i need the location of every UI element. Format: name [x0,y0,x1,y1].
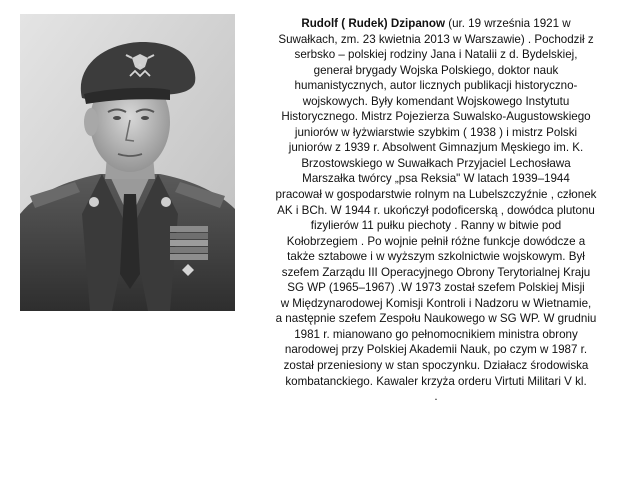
bio-line: humanistycznych, autor licznych publikacji historyczno- [294,79,578,93]
bio-line: Suwałkach, zm. 23 kwietnia 2013 w Warszawie) . Pochodził z [278,32,594,46]
bio-line: także sztabowe i w wyższym szkolnictwie wojskowym. Był [287,250,585,264]
bio-line: Kołobrzegiem . Po wojnie pełnił różne funkcje dowódcze a [286,234,586,248]
portrait-photo [20,14,235,311]
bio-line: a następnie szefem Zespołu Naukowego w SG WP. W grudniu [275,312,597,326]
bio-line: generał brygady Wojska Polskiego, doktor nauk [313,63,559,77]
bio-line-1-text: (ur. 19 września 1921 w [448,17,571,30]
bio-line: Brzostowskiego w Suwałkach Przyjaciel Lechosława [301,156,571,170]
bio-line: narodowej przy Polskiej Akademii Nauk, po czym w 1987 r. [284,343,588,357]
bio-line: juniorów w łyżwiarstwie szybkim ( 1938 ) i mistrz Polski [294,125,578,139]
bio-line: fizylierów 11 pułku piechoty . Ranny w bitwie pod [310,219,562,233]
bio-line: został przeniesiony w stan spoczynku. Działacz środowiska [283,359,589,373]
bio-line: w Międzynarodowej Komisji Kontroli i Nadzoru w Wietnamie, [280,296,592,310]
bio-line: Historycznego. Mistrz Pojezierza Suwalsko-Augustowskiego [281,110,591,124]
bio-line: kombatanckiego. Kawaler krzyża orderu Virtuti Militari V kl. [285,374,587,388]
bio-line: serbsko – polskiej rodziny Jana i Natalii z d. Bydelskiej, [294,48,578,62]
bio-line: juniorów z 1939 r. Absolwent Gimnazjum Męskiego im. K. [288,141,584,155]
bio-line: . [434,390,438,404]
portrait-image [20,14,235,311]
bio-line: AK i BCh. W 1944 r. ukończył podoficerską , dowódca plutonu [277,203,595,217]
bio-line-1 [244,16,628,32]
biography-text [244,16,628,405]
bio-line: szefem Zarządu III Operacyjnego Obrony Terytorialnej Kraju [281,265,591,279]
bio-line: SG WP (1965–1967) .W 1973 został szefem Polskiej Misji [287,281,585,295]
bio-line: wojskowych. Były komendant Wojskowego Instytutu [302,94,570,108]
person-name: Rudolf ( Rudek) Dzipanow [301,17,445,30]
bio-line: pracował w gospodarstwie rolnym na Lubelszczyźnie , członek [275,188,597,202]
bio-line: Marszałka twórcy „psa Reksia" W latach 1939–1944 [302,172,570,186]
bio-line: 1981 r. mianowano go pełnomocnikiem ministra obrony [294,327,578,341]
